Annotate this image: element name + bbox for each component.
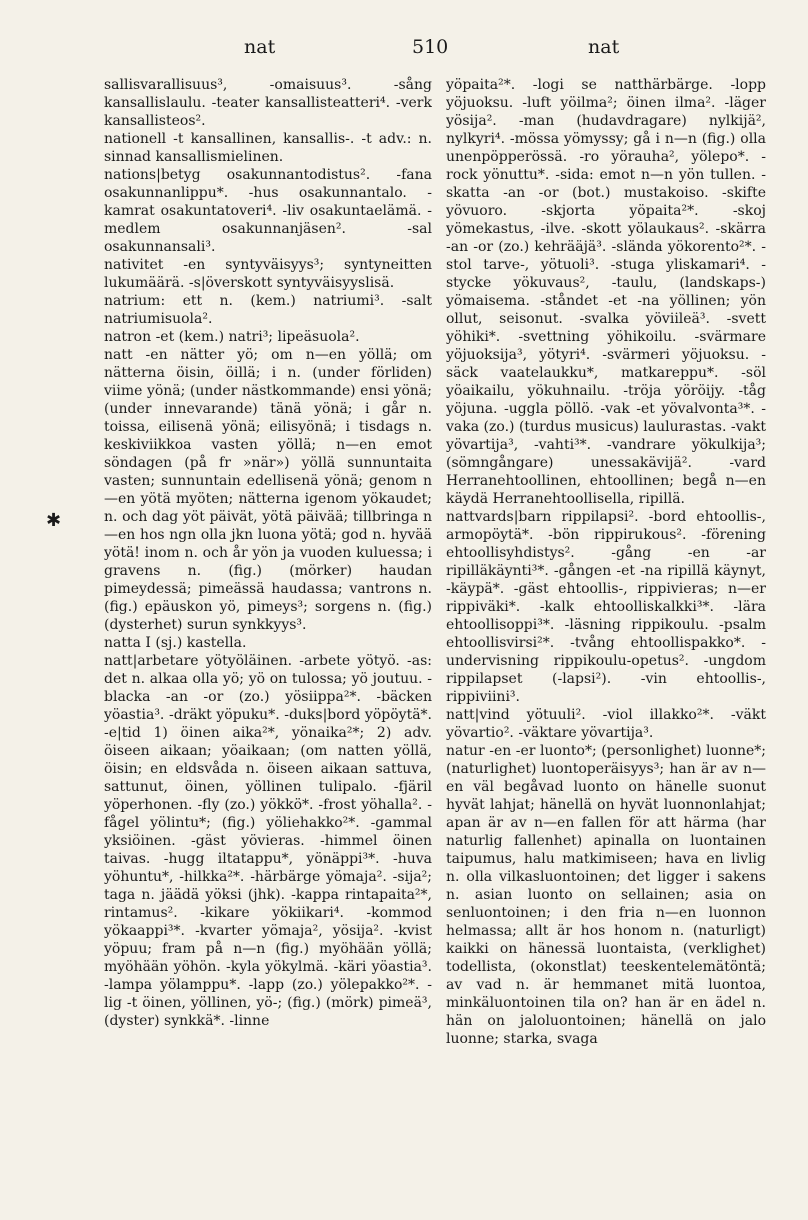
dictionary-entry: nationell -t kansallinen, kansallis-. -t adv.: n. sinnad kansallismielinen.: [104, 131, 432, 165]
dictionary-entry: natta I (sj.) kastella.: [104, 635, 247, 651]
dictionary-entry: natt -en nätter yö; om n—en yöllä; om nätterna öisin, öillä; i n. (under förliden) viime yönä; (under nästkommande) ensi yönä; (under innevarande) tänä yönä; i går n. toissa, eilisenä yönä; eilisyönä; i tisdags n. keskiviikkoa vasten yöllä; n—en emot söndagen (på fr »när») yöllä sunnuntaita vasten; sunnuntain edellisenä yönä; genom n—en yötä myöten; nätterna igenom yökaudet; n. och dag yöt päivät, yötä päivää; tillbringa n—en hos ngn olla jkn luona yötä; god n. hyvää yötä! inom n. och år yön ja vuoden kuluessa; i gravens n. (fig.) (mörker) haudan pimeydessä; pimeässä haudassa; vantrons n. (fig.) epäuskon yö, pimeys³; sorgens n. (fig.) (dysterhet) surun synkkyys³.: [104, 347, 432, 633]
dictionary-entry: natron -et (kem.) natri³; lipeäsuola².: [104, 329, 360, 345]
dictionary-entry: natur -en -er luonto*; (personlighet) luonne*; (naturlighet) luontoperäisyys³; han är av n—en väl begåvad luonto on hänelle suonut hyvät lahjat; hänellä on hyvät luonnonlahjat; apan är av n—en fallen för att härma (har naturlig fallenhet) apinalla on luontainen taipumus, halu matkimiseen; hava en livlig n. olla vilkasluontoinen; det ligger i sakens n. asian luonto on sellainen; asia on senluontoinen; i den fria n—en luonnon helmassa; allt är hos honom n. (naturligt) kaikki on hänessä luontaista, (verklighet) todellista, (okonstlat) teeskentelemätöntä; av vad n. är hemmanet mitä luontoa, minkäluontoinen tila on? han är en ädel n. hän on jaloluontoinen; hänellä on jalo luonne; starka, svaga: [446, 743, 766, 1047]
dictionary-entry: nations|betyg osakunnantodistus². -fana osakunnanlippu*. -hus osakunnantalo. -kamrat osakuntatoveri⁴. -liv osakuntaelämä. -medlem osakunnanjäsen². -sal osakunnansali³.: [104, 167, 432, 255]
guide-word-right: nat: [588, 36, 620, 58]
guide-word-left: nat: [244, 36, 276, 58]
dictionary-entry: yöpaita²*. -logi se natthärbärge. -lopp yöjuoksu. -luft yöilma²; öinen ilma². -läger yösija². -man (hudavdragare) nylkijä², nylkyri⁴. -mössa yömyssy; gå i n—n (fig.) olla unenpöpperössä. -ro yörauha², yölepo*. -rock yönuttu*. -sida: emot n—n yön tullen. -skatta -an -or (bot.) mustakoiso. -skifte yövuoro. -skjorta yöpaita²*. -skoj yömekastus, -ilve. -skott yölaukaus². -skärra -an -or (zo.) kehrääjä³. -slända yökorento²*. -stol tarve-, yötuoli³. -stuga yliskamari⁴. -stycke yökuvaus², -taulu, (landskaps-) yömaisema. -ståndet -et -na yöllinen; yön ollut, seisonut. -svalka yöviileä³. -svett yöhiki*. -svettning yöhikoilu. -svärmare yöjuoksija³, yötyri⁴. -svärmeri yöjuoksu. -säck vaatelaukku*, matkareppu*. -söl yöaikailu, yökuhnailu. -tröja yöröijy. -tåg yöjuna. -uggla pöllö. -vak -et yövalvonta³*. -vaka (zo.) (turdus musicus) laulurastas. -vakt yövartija³, -vahti³*. -vandrare yökulkija³; (sömngångare) unessakävijä². -vard Herranehtoollinen, ehtoollinen; begå n—en käydä Herranehtoollisella, ripillä.: [446, 77, 766, 507]
margin-ornament: ✱: [46, 510, 62, 531]
dictionary-entry: natt|arbetare yötyöläinen. -arbete yötyö. -as: det n. alkaa olla yö; yö on tulossa; yö joutuu. -blacka -an -or (zo.) yösiippa²*. -bäcken yöastia³. -dräkt yöpuku*. -duks|bord yöpöytä*. -e|tid 1) öinen aika²*, yönaika²*; 2) adv. öiseen aikaan; yöaikaan; (om natten yöllä, öisin; en eldsvåda n. öiseen aikaan sattuva, sattunut, öinen, yöllinen tulipalo. -fjäril yöperhonen. -fly (zo.) yökkö*. -frost yöhalla². -fågel yölintu*; (fig.) yöliehakko²*. -gammal yksiöinen. -gäst yövieras. -himmel öinen taivas. -hugg iltatappu*, yönäppi³*. -huva yöhuntu*, -hilkka²*. -härbärge yömaja². -sija²; taga n. jäädä yöksi (jhk). -kappa rintapaita²*, rintamus². -kikare yökiikari⁴. -kommod yökaappi³*. -kvarter yömaja², yösija². -kvist yöpuu; fram på n—n (fig.) myöhään yöllä; myöhään yöhön. -kyla yökylmä. -käri yöastia³. -lampa yölamppu*. -lapp (zo.) yölepakko²*. -lig -t öinen, yöllinen, yö-; (fig.) (mörk) pimeä³, (dyster) synkkä*. -linne: [104, 653, 432, 1029]
dictionary-entry: sallisvarallisuus³, -omaisuus³. -sång kansallislaulu. -teater kansallisteatteri⁴. -verk kansallisteos².: [104, 77, 432, 129]
page-number: 510: [412, 36, 449, 58]
dictionary-entry: nattvards|barn rippilapsi². -bord ehtoollis-, armopöytä*. -bön rippirukous². -förening ehtoollisyhdistys². -gång -en -ar ripilläkäynti³*. -gången -et -na ripillä käynyt, -käypä*. -gäst ehtoollis-, rippivieras; n—er rippiväki*. -kalk ehtoolliskalkki³*. -lära ehtoollisoppi³*. -läsning rippikoulu. -psalm ehtoollisvirsi²*. -tvång ehtoollispakko*. -undervisning rippikoulu-opetus². -ungdom rippilapset (-lapsi²). -vin ehtoollis-, rippiviini³.: [446, 509, 766, 705]
dictionary-entry: natrium: ett n. (kem.) natriumi³. -salt natriumisuola².: [104, 293, 432, 327]
dictionary-entry: natt|vind yötuuli². -viol illakko²*. -väkt yövartio². -väktare yövartija³.: [446, 707, 766, 741]
left-column: [104, 76, 432, 1196]
running-header: [0, 36, 808, 66]
right-column: [446, 76, 766, 1196]
dictionary-entry: nativitet -en syntyväisyys³; syntyneitten lukumäärä. -s|överskott syntyväisyyslisä.: [104, 257, 432, 291]
